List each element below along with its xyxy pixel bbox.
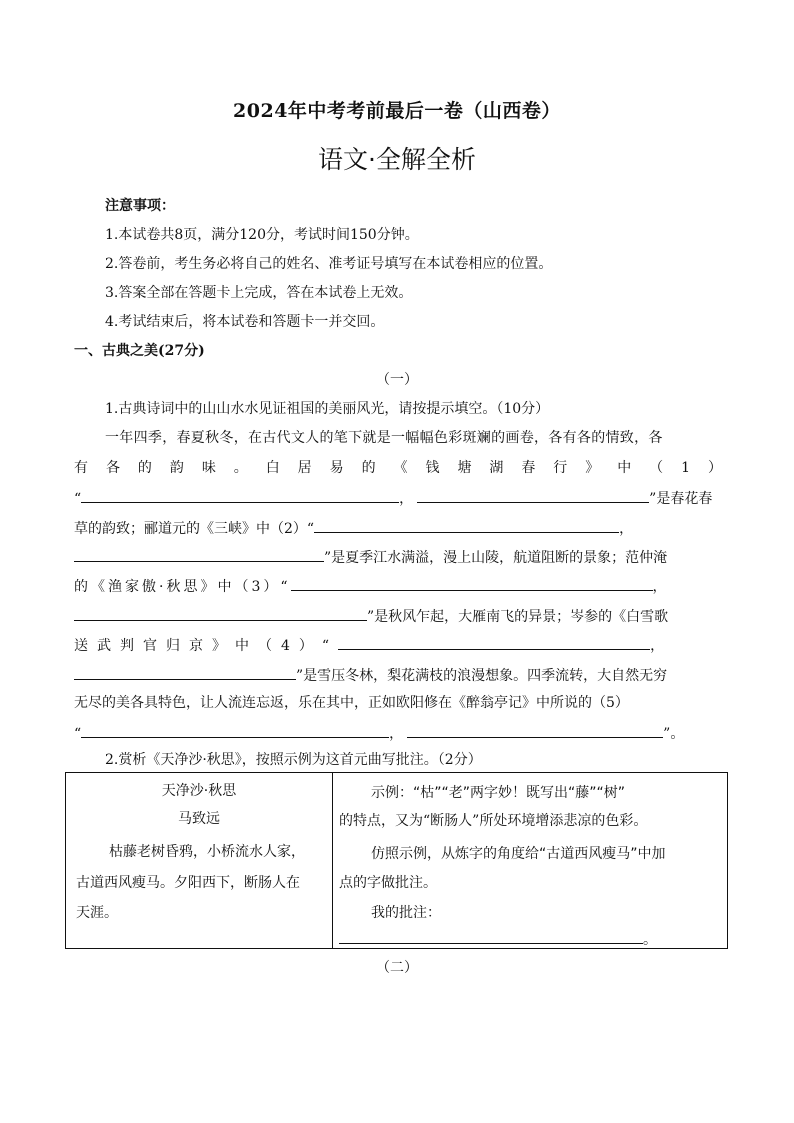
answer-blank[interactable] <box>314 517 619 533</box>
spread-char: ） <box>707 460 722 476</box>
spread-char: 白 <box>265 460 280 476</box>
spread-char: 春 <box>521 460 536 476</box>
question-2-prompt: 2.赏析《天净沙·秋思》，按照示例为这首元曲写批注。（2分） <box>105 752 482 768</box>
answer-blank[interactable] <box>81 722 389 738</box>
exam-subtitle: 语文·全解全析 <box>318 145 476 174</box>
answer-blank[interactable] <box>74 664 296 680</box>
answer-blank[interactable] <box>291 575 653 591</box>
section-heading: 一、古典之美(27分) <box>74 343 205 359</box>
question-1-blank-line: “ ， ”是春花春 <box>74 487 712 509</box>
spread-char: 塘 <box>457 460 472 476</box>
poem-author: 马致远 <box>178 811 220 827</box>
answer-blank[interactable] <box>407 722 663 738</box>
answer-blank[interactable] <box>81 487 399 503</box>
poem-line: 天涯。 <box>76 905 118 921</box>
poem-title: 天净沙·秋思 <box>161 783 237 799</box>
spread-char: 韵 <box>169 460 184 476</box>
spread-char: 各 <box>105 460 120 476</box>
spread-char: 《 <box>393 460 408 476</box>
part-heading: （二） <box>376 960 418 976</box>
question-1-blank-line: ”是夏季江水满溢，漫上山陵，航道阻断的景象；范仲淹 <box>74 546 667 568</box>
question-1-text: 一年四季，春夏秋冬，在古代文人的笔下就是一幅幅色彩斑斓的画卷，各有各的情致，各 <box>105 430 663 446</box>
exam-title: 2024年中考考前最后一卷（山西卷） <box>233 100 561 122</box>
poem-line: 古道西风瘦马。夕阳西下，断肠人在 <box>76 875 300 891</box>
spread-char: 中 <box>617 460 632 476</box>
spread-char: （ <box>649 460 664 476</box>
question-1-blank-line: ”是秋风乍起，大雁南飞的异景；岑参的《白雪歌 <box>74 605 668 627</box>
question-1-text-spread <box>74 458 722 478</box>
part-heading: （一） <box>376 372 418 388</box>
question-1-blank-line: 的《渔家傲·秋思》中（3）“ ， <box>74 575 667 597</box>
spread-char: 行 <box>553 460 568 476</box>
notes-item: 2.答卷前，考生务必将自己的姓名、准考证号填写在本试卷相应的位置。 <box>105 256 553 272</box>
spread-char: 湖 <box>489 460 504 476</box>
spread-char: 》 <box>585 460 600 476</box>
notes-item: 4.考试结束后，将本试卷和答题卡一并交回。 <box>105 314 385 330</box>
spread-char: 钱 <box>425 460 440 476</box>
answer-blank[interactable] <box>339 928 643 944</box>
poem-line: 枯藤老树昏鸦，小桥流水人家， <box>109 844 305 860</box>
notes-item: 1.本试卷共8页，满分120分，考试时间150分钟。 <box>105 227 419 243</box>
answer-blank[interactable] <box>338 634 650 650</box>
spread-char: 。 <box>233 460 248 476</box>
spread-char: 居 <box>297 460 312 476</box>
question-1-text: 无尽的美各具特色，让人流连忘返，乐在其中，正如欧阳修在《醉翁亭记》中所说的（5） <box>74 695 629 711</box>
annotation-table <box>65 772 728 949</box>
question-1-blank-line: 送武判官归京》中（4）“ ， <box>74 634 664 656</box>
spread-char: 有 <box>74 460 88 476</box>
spread-char: 1 <box>681 460 691 476</box>
question-1-blank-line: 草的韵致；郦道元的《三峡》中（2）“ ， <box>74 517 633 539</box>
notes-item: 3.答案全部在答题卡上完成，答在本试卷上无效。 <box>105 285 413 301</box>
question-1-blank-line: ”是雪压冬林，梨花满枝的浪漫想象。四季流转，大自然无穷 <box>74 664 667 686</box>
example-line: 示例：“枯”“老”两字妙！既写出“藤”“树” <box>371 785 626 801</box>
my-note-line: 。 <box>339 928 657 950</box>
answer-blank[interactable] <box>417 487 649 503</box>
spread-char: 的 <box>361 460 376 476</box>
spread-char: 味 <box>201 460 216 476</box>
question-1-blank-line: “ ， ”。 <box>74 722 684 744</box>
notes-heading: 注意事项： <box>105 198 175 214</box>
question-1-prompt: 1.古典诗词中的山山水水见证祖国的美丽风光，请按提示填空。（10分） <box>105 401 550 417</box>
task-line: 点的字做批注。 <box>339 875 437 891</box>
answer-blank[interactable] <box>74 546 324 562</box>
answer-blank[interactable] <box>74 605 367 621</box>
spread-char: 的 <box>137 460 152 476</box>
task-line: 仿照示例，从炼字的角度给“古道西风瘦马”中加 <box>371 846 666 862</box>
spread-char: 易 <box>329 460 344 476</box>
my-note-label: 我的批注： <box>371 905 441 921</box>
table-divider <box>332 773 333 948</box>
example-line: 的特点，又为“断肠人”所处环境增添悲凉的色彩。 <box>339 813 648 829</box>
